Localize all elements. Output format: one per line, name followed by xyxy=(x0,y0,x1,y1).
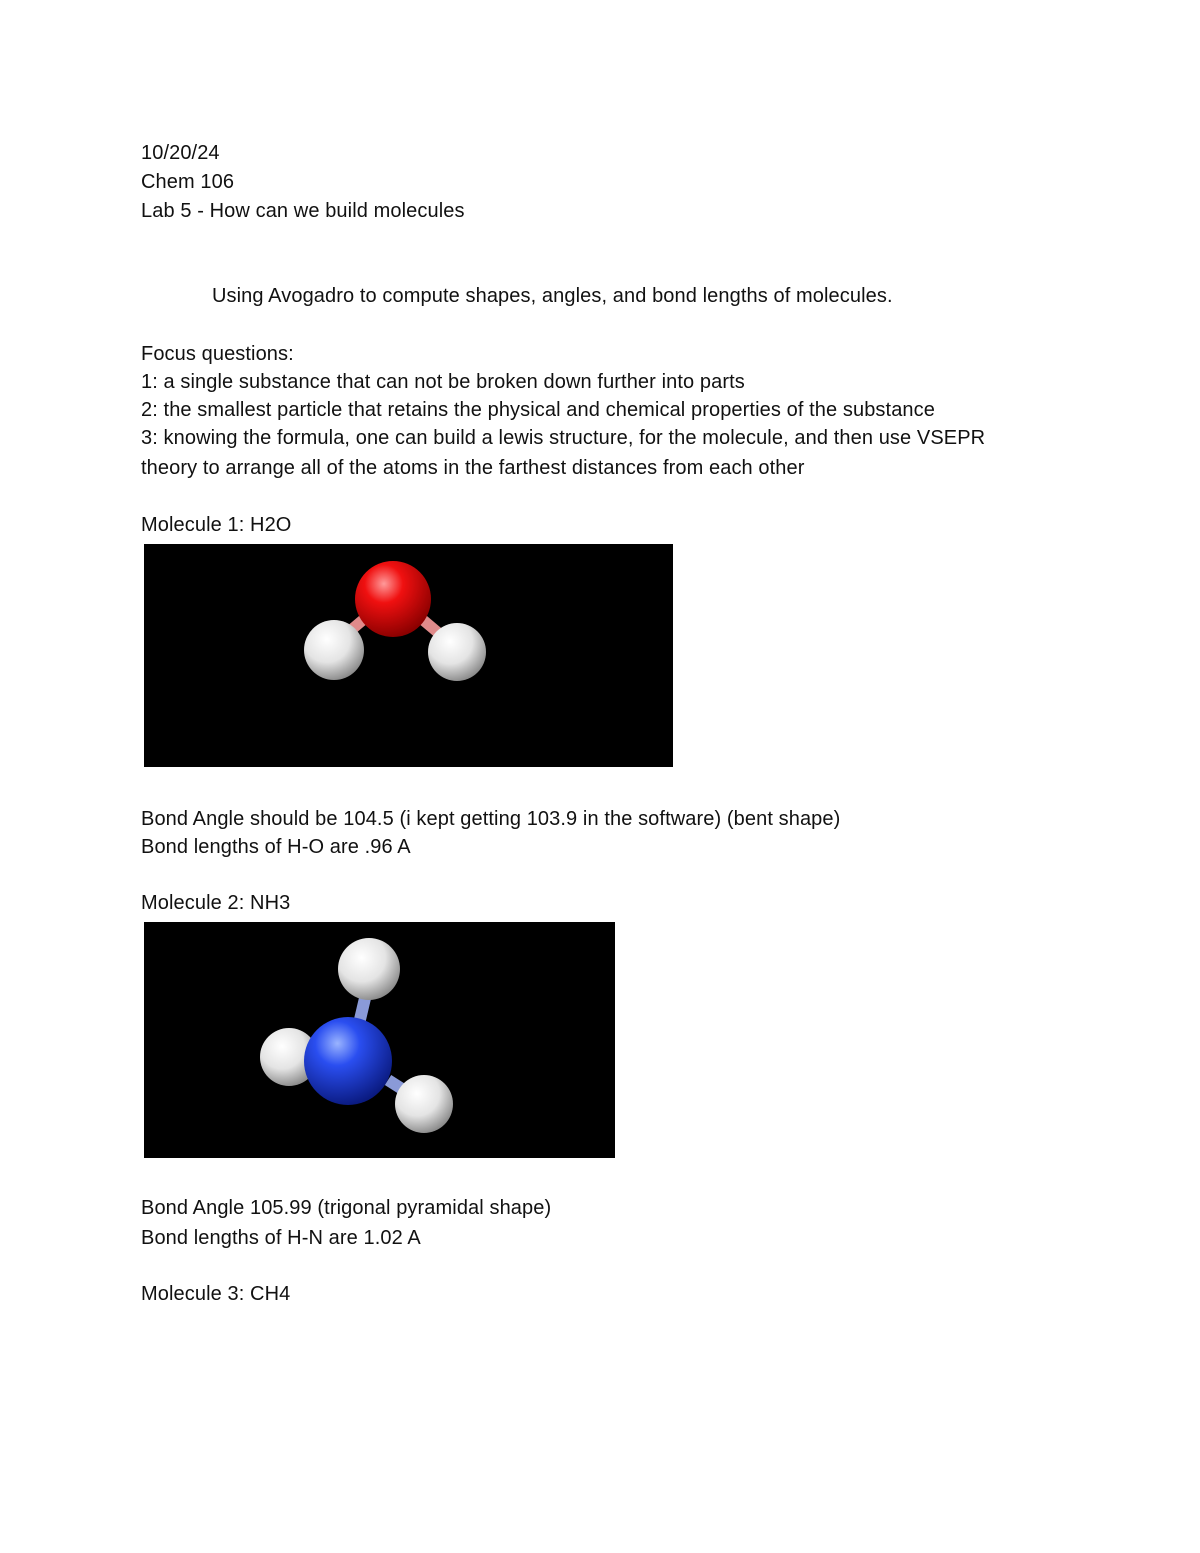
molecule-2-label: Molecule 2: NH3 xyxy=(141,892,291,914)
nh3-molecule-render xyxy=(144,922,615,1158)
hydrogen-atom-left xyxy=(304,620,364,680)
molecule-2-bond-angle: Bond Angle 105.99 (trigonal pyramidal shape) xyxy=(141,1197,552,1219)
focus-answer-3: 3: knowing the formula, one can build a lewis structure, for the molecule, and then use VSEPR xyxy=(141,427,986,449)
hydrogen-atom-right xyxy=(428,623,486,681)
nitrogen-atom xyxy=(304,1017,392,1105)
focus-heading: Focus questions: xyxy=(141,343,294,365)
intro-text: Using Avogadro to compute shapes, angles, and bond lengths of molecules. xyxy=(212,285,893,307)
molecule-1-bond-length: Bond lengths of H-O are .96 A xyxy=(141,836,411,858)
focus-answer-2: 2: the smallest particle that retains the physical and chemical properties of the substance xyxy=(141,399,935,421)
date: 10/20/24 xyxy=(141,142,220,164)
course-name: Chem 106 xyxy=(141,171,235,193)
focus-answer-1: 1: a single substance that can not be broken down further into parts xyxy=(141,371,745,393)
molecule-1-bond-angle: Bond Angle should be 104.5 (i kept getting 103.9 in the software) (bent shape) xyxy=(141,808,841,830)
molecule-3-label: Molecule 3: CH4 xyxy=(141,1283,291,1305)
lab-title: Lab 5 - How can we build molecules xyxy=(141,200,465,222)
h2o-molecule-render xyxy=(144,544,673,767)
hydrogen-atom-top xyxy=(338,938,400,1000)
h2o-molecule-image xyxy=(144,544,673,767)
oxygen-atom xyxy=(355,561,431,637)
focus-answer-3-continued: theory to arrange all of the atoms in the farthest distances from each other xyxy=(141,457,805,479)
molecule-1-label: Molecule 1: H2O xyxy=(141,514,292,536)
hydrogen-atom-right xyxy=(395,1075,453,1133)
molecule-2-bond-length: Bond lengths of H-N are 1.02 A xyxy=(141,1227,421,1249)
nh3-molecule-image xyxy=(144,922,615,1158)
